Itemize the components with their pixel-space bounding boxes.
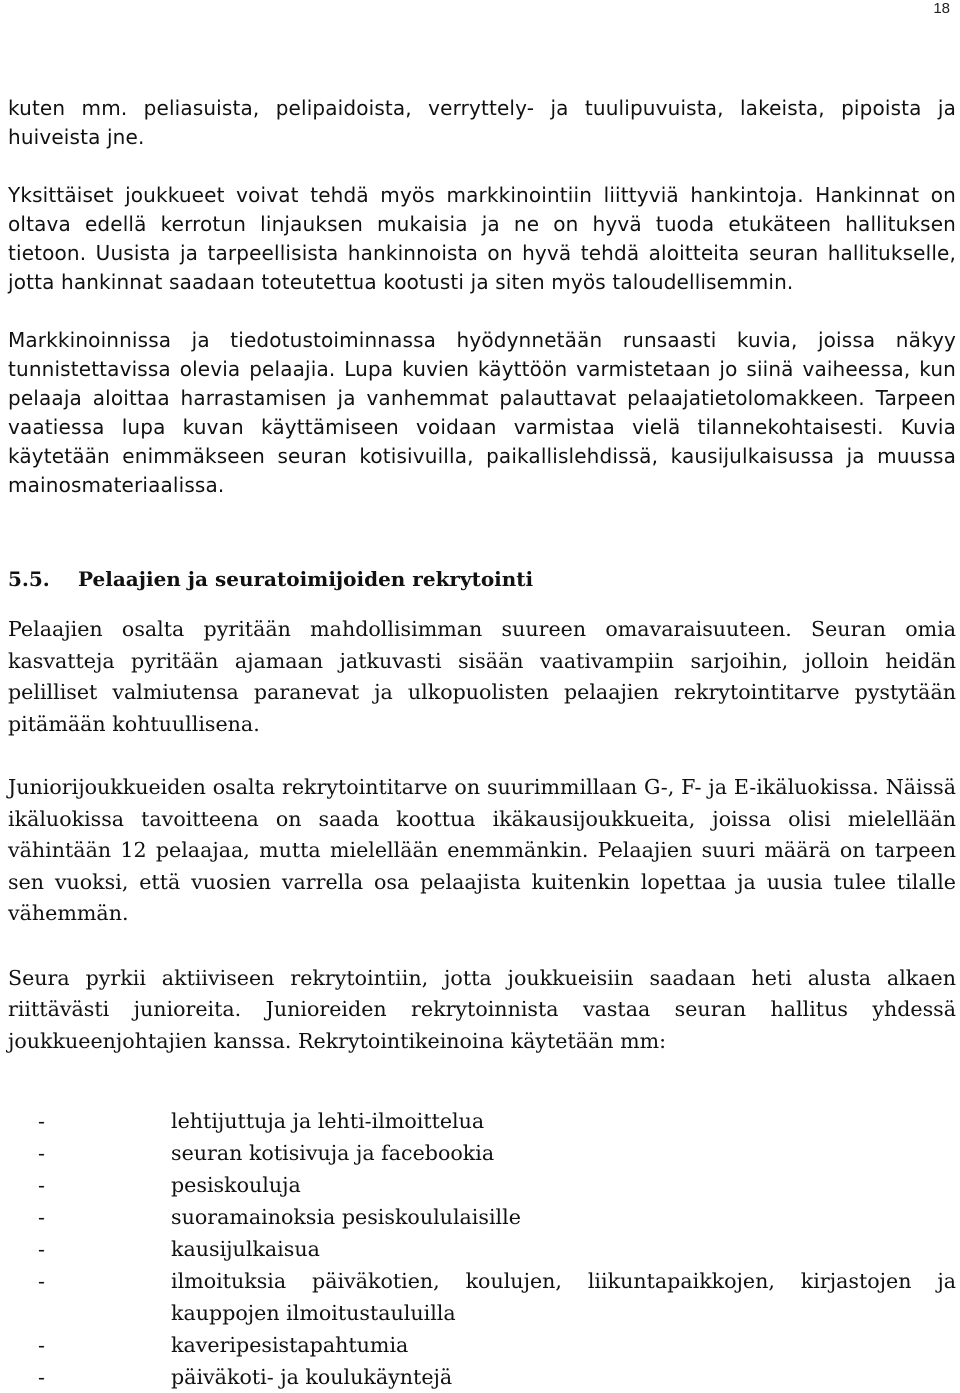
list-bullet: - xyxy=(38,1141,45,1165)
paragraph-self-sufficiency: Pelaajien osalta pyritään mahdollisimman suureen omavaraisuuteen. Seuran omia kasvatteja pyritään ajamaan jatkuvasti sisään vaativampiin sarjoihin, jolloin heidän pelilliset valmiutensa paranevat ja ulkopuolisten pelaajien rekrytointitarve pystytään pitämään kohtuullisena. xyxy=(8,617,956,736)
paragraph-active-recruitment: Seura pyrkii aktiiviseen rekrytointiin, jotta joukkueisiin saadaan heti alusta alkaen riittävästi junioreita. Junioreiden rekrytoinnista vastaa seuran hallitus yhdessä joukkueenjohtajien kanssa. Rekrytointikeinoina käytetään mm: xyxy=(8,965,956,1053)
list-bullet: - xyxy=(38,1205,45,1229)
page-number: 18 xyxy=(933,0,950,17)
paragraph-team-purchases: Yksittäiset joukkueet voivat tehdä myös markkinointiin liittyviä hankintoja. Hankinnat on oltava edellä kerrotun linjauksen mukaisia ja ne on hyvä tuoda etukäteen hallituksen tietoon. Uusista ja tarpeellisista hankinnoista on hyvä tehdä aloitteita seuran hallitukselle, jotta hankinnat saadaan toteutettua kootusti ja siten myös taloudellisemmin. xyxy=(8,183,956,294)
list-bullet: - xyxy=(38,1237,45,1261)
list-item: - kausijulkaisua xyxy=(8,1233,956,1265)
list-bullet: - xyxy=(38,1365,45,1389)
list-bullet: - xyxy=(38,1333,45,1357)
list-item: - lehtijuttuja ja lehti-ilmoittelua xyxy=(8,1105,956,1137)
section-number: 5.5. xyxy=(8,567,50,591)
list-bullet: - xyxy=(38,1173,45,1197)
paragraph-junior-recruitment: Juniorijoukkueiden osalta rekrytointitarve on suurimmillaan G-, F- ja E-ikäluokissa. Näissä ikäluokissa tavoitteena on saada koottua ikäkausijoukkueita, joissa olisi mielellään vähintään 12 pelaajaa, mutta mielellään enemmänkin. Pelaajien suuri määrä on tarpeen sen vuoksi, että vuosien varrella osa pelaajista kuitenkin lopettaa ja uusia tulee tilalle vähemmän. xyxy=(8,775,956,925)
paragraph-photo-permissions: Markkinoinnissa ja tiedotustoiminnassa hyödynnetään runsaasti kuvia, joissa näkyy tunnistettavissa olevia pelaajia. Lupa kuvien käyttöön varmistetaan jo siinä vaiheessa, kun pelaaja aloittaa harrastamisen ja vanhemmat palauttavat pelaajatietolomakkeen. Tarpeen vaatiessa lupa kuvan käyttämiseen voidaan varmistaa vielä tilannekohtaisesti. Kuvia käytetään enimmäkseen seuran kotisivuilla, paikallislehdissä, kausijulkaisussa ja muussa mainosmateriaalissa. xyxy=(8,328,956,497)
section-heading xyxy=(8,564,956,594)
list-bullet: - xyxy=(38,1269,45,1293)
list-item: - seuran kotisivuja ja facebookia xyxy=(8,1137,956,1169)
document-body xyxy=(8,94,956,1393)
section-title: Pelaajien ja seuratoimijoiden rekrytointi xyxy=(78,567,534,591)
list-item: - päiväkoti- ja koulukäyntejä xyxy=(8,1361,956,1393)
paragraph-merchandise: kuten mm. peliasuista, pelipaidoista, verryttely- ja tuulipuvuista, lakeista, pipoista ja huiveista jne. xyxy=(8,96,956,149)
recruitment-methods-list xyxy=(8,1105,956,1393)
list-item: - kaveripesistapahtumia xyxy=(8,1329,956,1361)
list-bullet: - xyxy=(38,1109,45,1133)
list-item: - pesiskouluja xyxy=(8,1169,956,1201)
list-item: - ilmoituksia päiväkotien, koulujen, liikuntapaikkojen, kirjastojen ja kauppojen ilmoitustauluilla xyxy=(8,1265,956,1329)
list-item: - suoramainoksia pesiskoululaisille xyxy=(8,1201,956,1233)
